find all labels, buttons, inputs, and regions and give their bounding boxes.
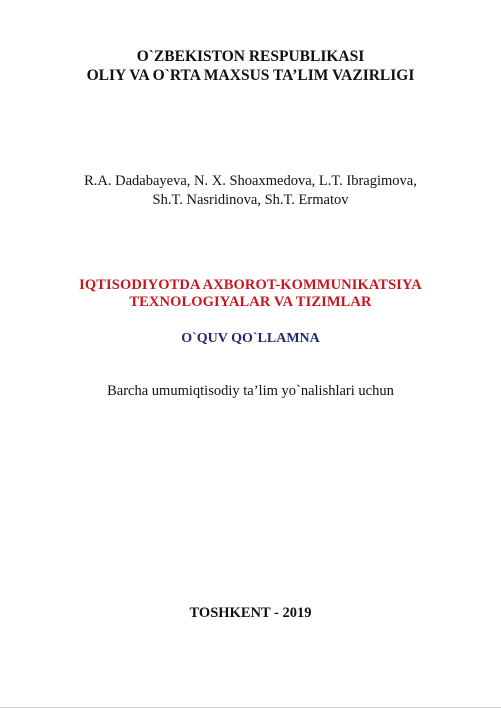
authors-line-2: Sh.T. Nasridinova, Sh.T. Ermatov xyxy=(152,192,349,208)
book-subtitle: O`QUV QO`LLAMNA xyxy=(181,331,320,346)
book-title-line-2: TEXNOLOGIYALAR VA TIZIMLAR xyxy=(129,294,372,310)
ministry-line-2: OLIY VA O`RTA MAXSUS TA’LIM VAZIRLIGI xyxy=(86,67,415,84)
target-audience: Barcha umumiqtisodiy ta’lim yo`nalishlari uchun xyxy=(107,383,394,399)
city-year: TOSHKENT - 2019 xyxy=(189,605,312,621)
ministry-line-1: O`ZBEKISTON RESPUBLIKASI xyxy=(136,48,365,65)
authors-line-1: R.A. Dadabayeva, N. X. Shoaxmedova, L.T. Ibragimova, xyxy=(84,173,417,189)
page-bottom-edge xyxy=(0,707,501,708)
book-title-line-1: IQTISODIYOTDA AXBOROT-KOMMUNIKATSIYA xyxy=(79,277,422,293)
